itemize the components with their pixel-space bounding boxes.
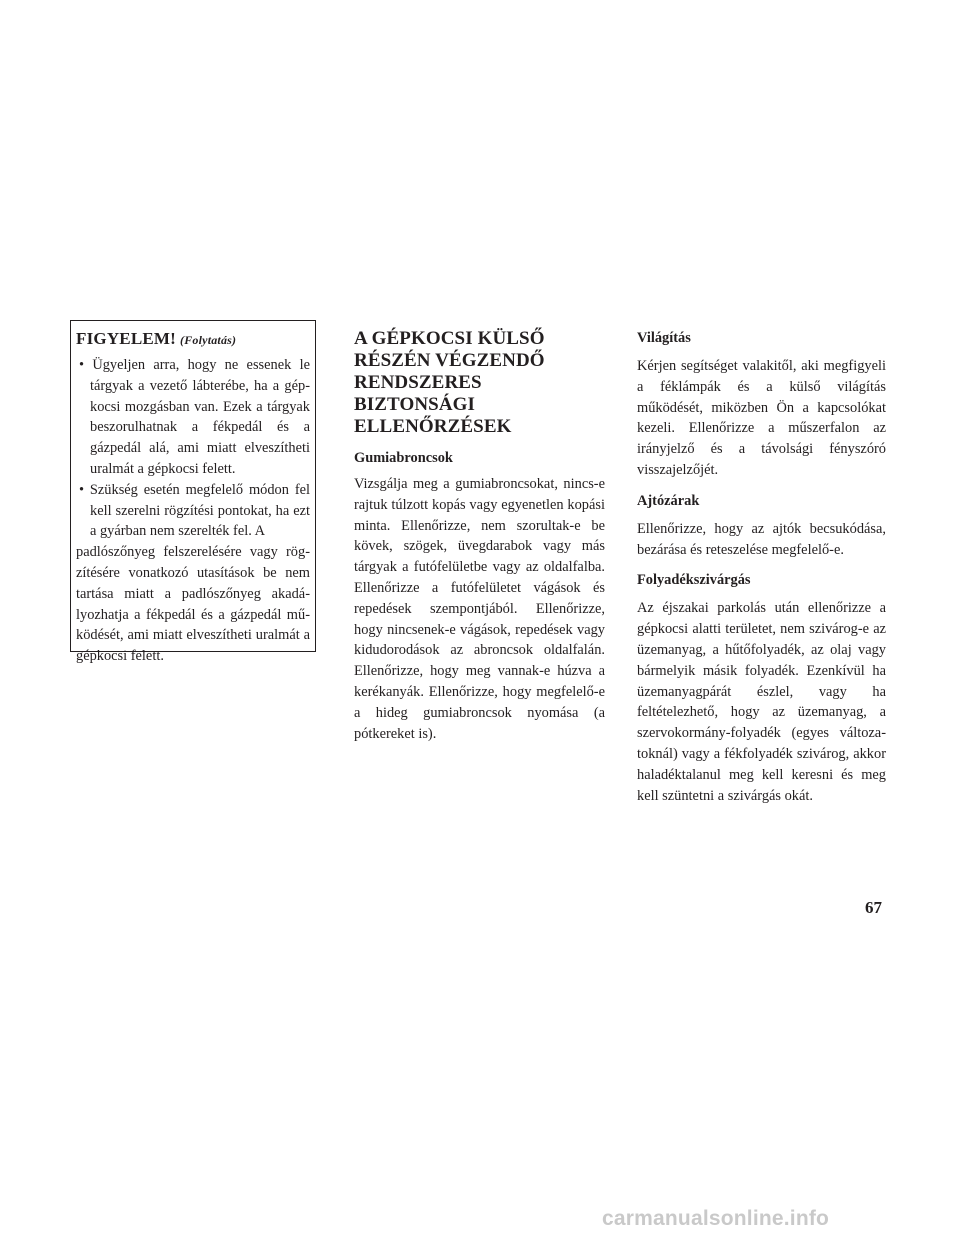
tires-text: Vizsgálja meg a gumiabroncsokat, nincs-e rajtuk túlzott kopás vagy egyenetlen kopási minta. Ellenőrizze, nem szorultak-e be kövek, szögek, üvegdarabok vagy más tárgyak a futófelületbe vagy az oldalfalba. Ellenőrizze a futófelületet vágások és repedések szempontjából. Ellenőrizze, hogy nincsenek-e vágások, repedések vagy kidudorodások az abroncsok oldalfalán. Ellenőrizze, hogy meg vannak-e húzva a kerékanyák. Ellenőrizze, hogy megfelelő-e a hideg gumiabroncsok nyomása (a pótkereket is).: [354, 476, 605, 742]
warning-title-text: FIGYELEM!: [76, 329, 177, 348]
watermark: carmanualsonline.info: [602, 1207, 830, 1230]
tires-heading: Gumiabroncsok: [354, 450, 453, 466]
lights-heading: Világítás: [637, 330, 691, 346]
locks-heading: Ajtózárak: [637, 492, 700, 509]
page-number: 67: [865, 898, 882, 917]
warning-bullet-1: • Ügyeljen arra, hogy ne essenek le tárgyak a vezető lábterébe, ha a gépkocsi mozgásban van. Ezek a tárgyak beszorulhatnak a fékpedál és a gázpedál alá, ami miatt elveszítheti uralmát a gépkocsi felett.: [79, 357, 310, 477]
warning-continuation: padlószőnyeg felszerelésére vagy rögzítésére vonatkozó utasítások be nem tartása miatt a padlószőnyeg akadályozhatja a fékpedál és a gázpedál működését, ami miatt elveszítheti uralmát a gépkocsi felett.: [76, 544, 310, 665]
section-title: [354, 328, 605, 438]
section-title-line: ELLENŐRZÉSEK: [354, 416, 512, 437]
section-title-line: A GÉPKOCSI KÜLSŐ: [354, 328, 545, 349]
warning-subtitle: (Folytatás): [180, 333, 237, 347]
section-title-line: BIZTONSÁGI: [354, 394, 476, 415]
warning-box: [70, 320, 316, 665]
locks-text: Ellenőrizze, hogy az ajtók becsukódása, bezárása és reteszelése megfelelő-e.: [637, 520, 886, 558]
section-title-line: RÉSZÉN VÉGZENDŐ: [354, 350, 545, 371]
column-right: [637, 328, 886, 806]
leaks-text: Az éjszakai parkolás után ellenőrizze a gépkocsi alatti területet, nem szivárog-e az üzemanyag, a hűtőfolyadék, az olaj vagy bármelyik másik folyadék. Ezenkívül ha üzemanyagpárát észlel, vagy ha feltételezhető, hogy az üzemanyag, a szervokormány-folyadék (egyes változatoknál) vagy a fékfolyadék szivárog, akkor haladéktalanul meg kell keresni és meg kell szüntetni a szivárgás okát.: [637, 600, 886, 804]
lights-text: Kérjen segítséget valakitől, aki megfigyeli a féklámpák és a külső világítás működését, miközben Ön a kapcsolókat kezeli. Ellenőrizze a műszerfalon az irányjelző és a távolsági fényszóró visszajelzőjét.: [637, 358, 886, 478]
column-middle: [354, 328, 605, 744]
warning-bullet-2: • Szükség esetén megfelelő módon fel kell szerelni rögzítési pontokat, ha ezt a gyárban nem szerelték fel. A: [79, 481, 310, 540]
leaks-heading: Folyadékszivárgás: [637, 572, 751, 589]
section-title-line: RENDSZERES: [354, 372, 482, 393]
warning-title: [76, 329, 310, 349]
